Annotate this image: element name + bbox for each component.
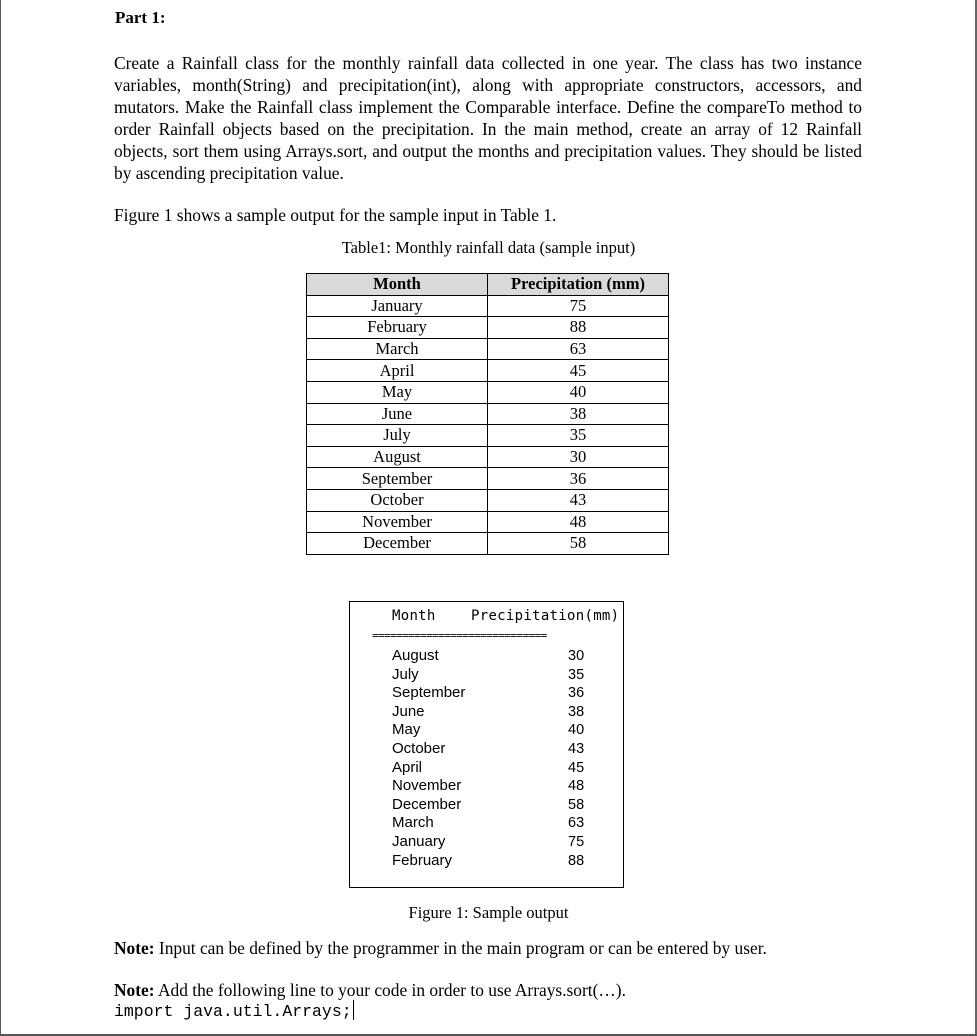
figure-caption: Figure 1: Sample output xyxy=(408,903,569,922)
cell-precipitation: 35 xyxy=(488,425,669,447)
part-heading: Part 1: xyxy=(115,8,166,27)
code-text: import java.util.Arrays; xyxy=(114,1002,352,1021)
output-rows xyxy=(392,647,622,870)
output-precipitation: 88 xyxy=(568,852,585,869)
output-month: September xyxy=(392,684,466,702)
output-month: November xyxy=(392,777,462,795)
output-row xyxy=(392,703,622,722)
output-precipitation: 45 xyxy=(568,759,585,776)
table-row xyxy=(307,533,669,555)
output-month: May xyxy=(392,721,421,739)
output-header-month: Month xyxy=(392,608,436,624)
cell-precipitation: 38 xyxy=(488,403,669,425)
output-month: March xyxy=(392,814,434,832)
table-row xyxy=(307,295,669,317)
cell-precipitation: 43 xyxy=(488,489,669,511)
note-text: Add the following line to your code in order to use Arrays.sort(…). xyxy=(154,980,626,1000)
text-cursor xyxy=(353,1000,354,1020)
cell-precipitation: 36 xyxy=(488,468,669,490)
output-month: December xyxy=(392,795,462,813)
output-precipitation: 30 xyxy=(568,648,585,664)
note-input xyxy=(114,938,767,959)
cell-precipitation: 40 xyxy=(488,381,669,403)
table-row xyxy=(307,446,669,468)
note-label: Note: xyxy=(114,980,155,1000)
output-precipitation: 58 xyxy=(568,796,585,813)
cell-month: May xyxy=(307,381,488,403)
output-row xyxy=(392,833,622,852)
table-row xyxy=(307,403,669,425)
cell-month: October xyxy=(307,489,488,511)
note-label: Note: xyxy=(114,938,155,958)
cell-month: April xyxy=(307,360,488,382)
figure-intro-text: Figure 1 shows a sample output for the sample input in Table 1. xyxy=(114,205,557,225)
header-month: Month xyxy=(307,274,488,296)
sample-output-box xyxy=(349,601,624,888)
output-header-precipitation: Precipitation(mm) xyxy=(471,608,620,624)
cell-month: March xyxy=(307,338,488,360)
table-header-row xyxy=(307,274,669,296)
output-month: January xyxy=(392,832,446,850)
cell-precipitation: 63 xyxy=(488,338,669,360)
output-precipitation: 38 xyxy=(568,703,585,720)
table-caption xyxy=(0,238,977,258)
output-precipitation: 75 xyxy=(568,833,585,850)
output-row xyxy=(392,684,622,703)
output-precipitation: 43 xyxy=(568,740,585,757)
import-code-line xyxy=(114,1000,354,1021)
output-row xyxy=(392,759,622,778)
page-border-left xyxy=(0,0,1,1036)
output-month: October xyxy=(392,739,446,757)
rainfall-table xyxy=(306,273,669,555)
output-header xyxy=(392,608,620,624)
assignment-paragraph: Create a Rainfall class for the monthly rainfall data collected in one year. The class has two instance variables, month(String) and precipitation(int), along with appropriate constructors, accessors, and mutators. Make the Rainfall class implement the Comparable interface. Define the compareTo method to order Rainfall objects based on the precipitation. In the main method, create an array of 12 Rainfall objects, sort them using Arrays.sort, and output the months and precipitation values. They should be listed by ascending precipitation value. xyxy=(114,53,862,183)
table-caption-text: Table1: Monthly rainfall data (sample input) xyxy=(341,238,636,257)
table-row xyxy=(307,381,669,403)
cell-precipitation: 88 xyxy=(488,317,669,339)
table-row xyxy=(307,360,669,382)
output-row xyxy=(392,740,622,759)
table-row xyxy=(307,468,669,490)
table-row xyxy=(307,489,669,511)
output-row xyxy=(392,666,622,685)
output-row xyxy=(392,814,622,833)
output-separator: ============================= xyxy=(372,629,547,642)
output-precipitation: 35 xyxy=(568,666,585,683)
note-text: Input can be defined by the programmer in the main program or can be entered by user. xyxy=(154,938,767,958)
output-row xyxy=(392,852,622,871)
output-month: July xyxy=(392,665,419,683)
cell-precipitation: 30 xyxy=(488,446,669,468)
output-month: June xyxy=(392,702,425,720)
cell-precipitation: 45 xyxy=(488,360,669,382)
cell-precipitation: 75 xyxy=(488,295,669,317)
note-import xyxy=(114,980,626,1001)
cell-month: August xyxy=(307,446,488,468)
cell-month: June xyxy=(307,403,488,425)
cell-month: September xyxy=(307,468,488,490)
output-row xyxy=(392,796,622,815)
cell-month: December xyxy=(307,533,488,555)
output-precipitation: 40 xyxy=(568,722,585,739)
table-row xyxy=(307,338,669,360)
cell-month: January xyxy=(307,295,488,317)
output-row xyxy=(392,721,622,740)
output-row xyxy=(392,777,622,796)
cell-month: November xyxy=(307,511,488,533)
cell-month: February xyxy=(307,317,488,339)
cell-precipitation: 58 xyxy=(488,533,669,555)
output-month: February xyxy=(392,851,453,869)
output-month: August xyxy=(392,647,439,664)
output-precipitation: 36 xyxy=(568,685,585,702)
output-row xyxy=(392,647,622,666)
table-row xyxy=(307,317,669,339)
cell-month: July xyxy=(307,425,488,447)
header-precipitation: Precipitation (mm) xyxy=(488,274,669,296)
table-row xyxy=(307,511,669,533)
table-row xyxy=(307,425,669,447)
output-precipitation: 48 xyxy=(568,778,585,795)
output-precipitation: 63 xyxy=(568,815,585,832)
output-month: April xyxy=(392,758,423,776)
cell-precipitation: 48 xyxy=(488,511,669,533)
